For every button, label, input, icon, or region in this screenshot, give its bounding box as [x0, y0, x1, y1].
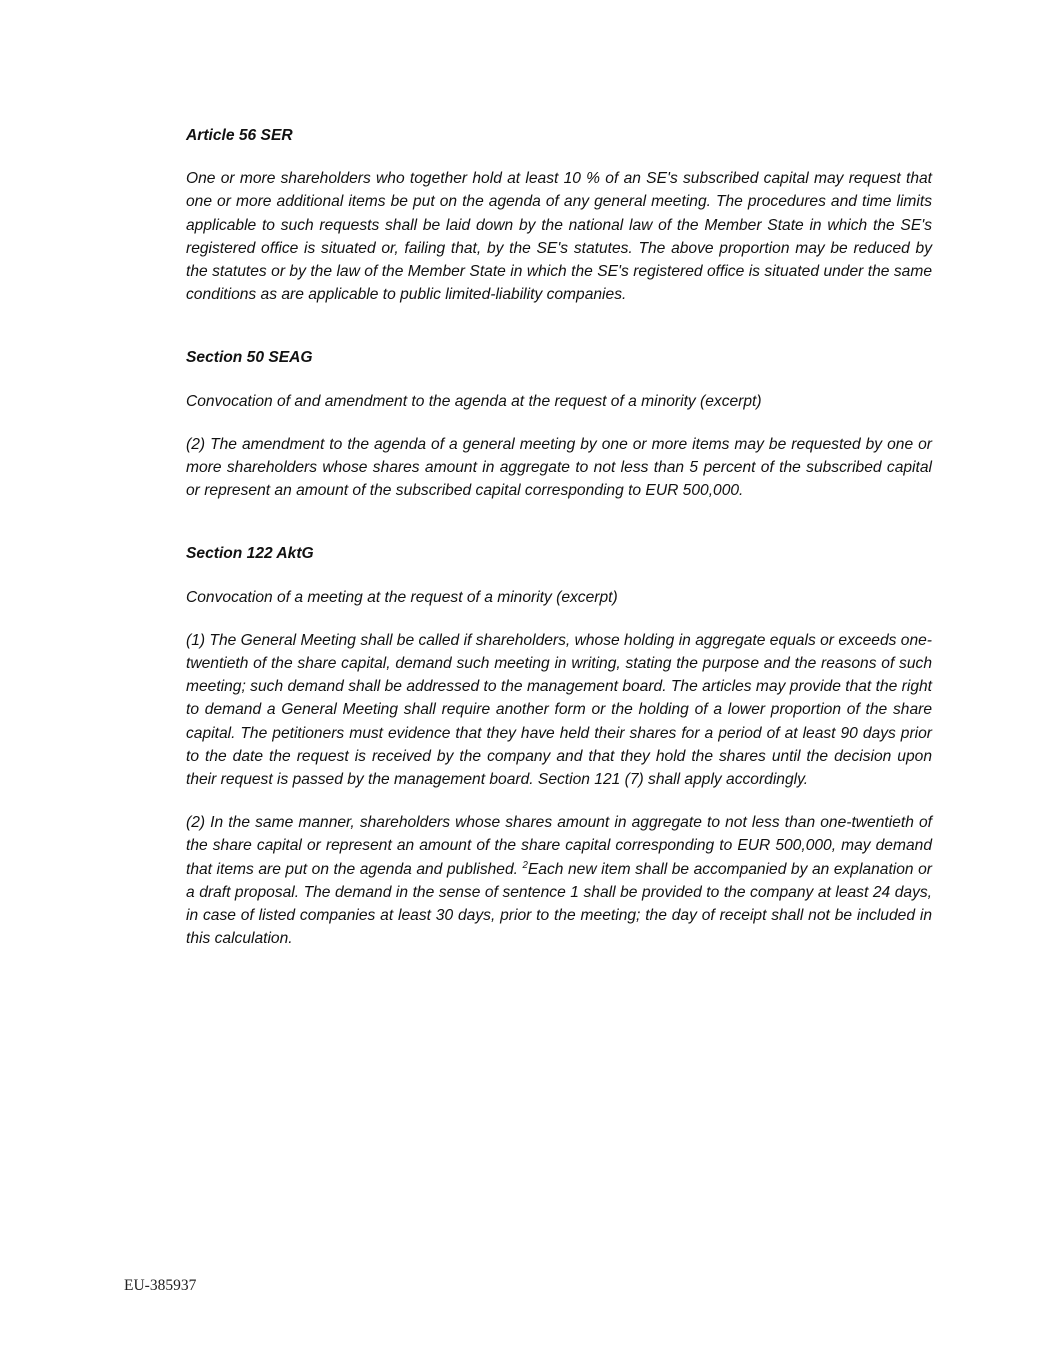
document-id: EU-385937 — [124, 1277, 197, 1294]
section-heading: Article 56 SER — [186, 127, 293, 144]
article-56-ser-section — [186, 124, 932, 306]
sentence-number: 2 — [522, 859, 528, 871]
paragraph: One or more shareholders who together hold at least 10 % of an SE's subscribed capital may request that one or more additional items be put on the agenda of any general meeting. The procedures and time limits applicable to such requests shall be laid down by the national law of the Member State in which the SE's registered office is situated or, failing that, by the SE's statutes. The above proportion may be reduced by the statutes or by the law of the Member State in which the SE's registered office is situated under the same conditions as are applicable to public limited-liability companies. — [186, 170, 932, 304]
paragraph: (2) The amendment to the agenda of a general meeting by one or more items may be requested by one or more shareholders whose shares amount in aggregate to not less than 5 percent of the subscribed capital or represent an amount of the subscribed capital corresponding to EUR 500,000. — [186, 435, 932, 500]
document-body — [186, 124, 932, 970]
paragraph: (1) The General Meeting shall be called if shareholders, whose holding in aggregate equals or exceeds one-twentieth of the share capital, demand such meeting in writing, stating the purpose and the reasons of such meeting; such demand shall be addressed to the management board. The articles may provide that the right to demand a General Meeting shall require another form or the holding of a lower proportion of the share capital. The petitioners must evidence that they have held their shares for a period of at least 90 days prior to the date the request is received by the company and that they hold the shares until the decision upon their request is passed by the management board. Section 121 (7) shall apply accordingly. — [186, 631, 932, 789]
section-subheading: Convocation of and amendment to the agenda at the request of a minority (excerpt) — [186, 392, 762, 410]
section-heading: Section 122 AktG — [186, 545, 314, 563]
paragraph-text: (2) In the same manner, shareholders whose shares amount in aggregate to not less than one-twentieth of the share capital or represent an amount of the share capital corresponding to EUR 500,000, may demand that items are put on the agenda and published. — [186, 814, 932, 878]
section-50-seag-section — [186, 346, 932, 502]
section-subheading: Convocation of a meeting at the request of a minority (excerpt) — [186, 588, 618, 606]
paragraph — [186, 811, 932, 950]
paragraph-text: Each new item shall be accompanied by an explanation or a draft proposal. The demand in the sense of sentence 1 shall be provided to the company at least 24 days, in case of listed companies at least 30 days, prior to the meeting; the day of receipt shall not be included in this calculation. — [186, 860, 932, 948]
section-122-aktg-section — [186, 542, 932, 950]
section-heading: Section 50 SEAG — [186, 349, 313, 367]
